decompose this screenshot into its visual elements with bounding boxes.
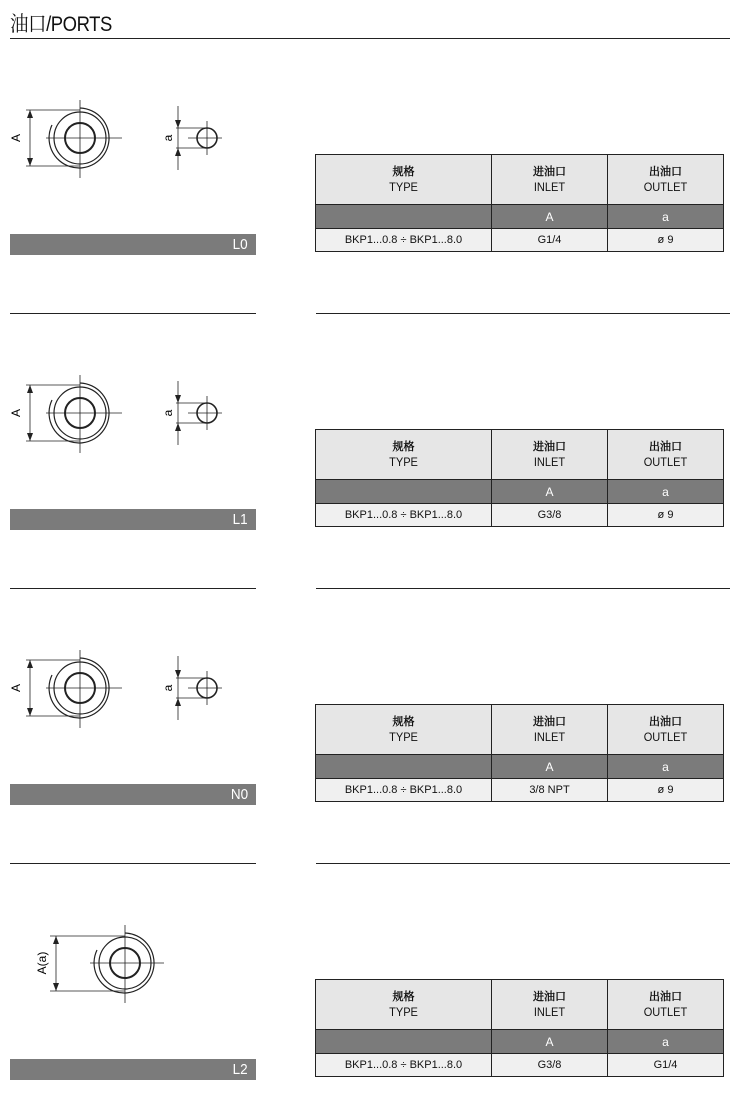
dim-outlet: a [608, 1030, 724, 1054]
table-row [316, 504, 724, 527]
ports-table [315, 704, 724, 802]
cell-type: BKP1...0.8 ÷ BKP1...8.0 [316, 1054, 492, 1077]
dim-inlet: A [492, 205, 608, 229]
dim-label-main: A(a) [35, 951, 49, 975]
port-code-label: L0 [232, 236, 248, 253]
header-type: 规格 TYPE [316, 980, 492, 1030]
header-outlet: 出油口 OUTLET [608, 155, 724, 205]
dim-outlet: a [608, 480, 724, 504]
port-code-bar [10, 784, 256, 805]
table-header-row [316, 430, 724, 480]
header-type: 规格 TYPE [316, 430, 492, 480]
dim-label-small: a [161, 134, 175, 142]
cell-type: BKP1...0.8 ÷ BKP1...8.0 [316, 229, 492, 252]
header-type: 规格 TYPE [316, 705, 492, 755]
header-inlet: 进油口 INLET [492, 705, 608, 755]
dim-inlet: A [492, 480, 608, 504]
dim-outlet: a [608, 755, 724, 779]
port-diagram-l1 [0, 275, 260, 475]
port-drawing-n0 [0, 550, 260, 750]
port-diagram-l0 [0, 0, 260, 200]
ports-table [315, 429, 724, 527]
port-code-label: L2 [232, 1061, 248, 1078]
page-title: 油口/PORTS [10, 13, 112, 36]
cell-inlet: G3/8 [492, 1054, 608, 1077]
header-type: 规格 TYPE [316, 155, 492, 205]
cell-inlet: G1/4 [492, 229, 608, 252]
dim-blank [316, 480, 492, 504]
cell-type: BKP1...0.8 ÷ BKP1...8.0 [316, 779, 492, 802]
table-row [316, 1054, 724, 1077]
table-row [316, 779, 724, 802]
header-inlet: 进油口 INLET [492, 155, 608, 205]
dim-blank [316, 205, 492, 229]
header-inlet: 进油口 INLET [492, 980, 608, 1030]
header-inlet: 进油口 INLET [492, 430, 608, 480]
port-code-bar [10, 509, 256, 530]
dim-outlet: a [608, 205, 724, 229]
dim-label-small: a [161, 684, 175, 692]
cell-type: BKP1...0.8 ÷ BKP1...8.0 [316, 504, 492, 527]
dim-inlet: A [492, 755, 608, 779]
cell-inlet: 3/8 NPT [492, 779, 608, 802]
table-header-row [316, 155, 724, 205]
port-section-l0 [0, 0, 730, 275]
ports-table [315, 979, 724, 1077]
port-code-label: N0 [230, 786, 248, 803]
ports-table [315, 154, 724, 252]
table-header-row [316, 980, 724, 1030]
port-code-bar [10, 234, 256, 255]
port-code-bar [10, 1059, 256, 1080]
dim-label-main: A [9, 133, 23, 143]
dim-label-small: a [161, 409, 175, 417]
cell-outlet: ø 9 [608, 229, 724, 252]
cell-inlet: G3/8 [492, 504, 608, 527]
header-outlet: 出油口 OUTLET [608, 430, 724, 480]
table-header-row [316, 705, 724, 755]
header-outlet: 出油口 OUTLET [608, 980, 724, 1030]
table-dim-row [316, 1030, 724, 1054]
cell-outlet: ø 9 [608, 504, 724, 527]
cell-outlet: G1/4 [608, 1054, 724, 1077]
table-dim-row [316, 480, 724, 504]
cell-outlet: ø 9 [608, 779, 724, 802]
port-section-l1 [0, 275, 730, 550]
header-outlet: 出油口 OUTLET [608, 705, 724, 755]
port-drawing-l0 [0, 0, 260, 200]
dim-blank [316, 755, 492, 779]
dim-label-main: A [9, 683, 23, 693]
port-diagram-n0 [0, 550, 260, 750]
table-dim-row [316, 755, 724, 779]
port-section-n0 [0, 550, 730, 825]
port-drawing-l1 [0, 275, 260, 475]
dim-blank [316, 1030, 492, 1054]
port-drawing-l2 [0, 825, 260, 1025]
port-section-l2 [0, 825, 730, 1100]
table-row [316, 229, 724, 252]
table-dim-row [316, 205, 724, 229]
port-diagram-l2 [0, 825, 260, 1025]
dim-label-main: A [9, 408, 23, 418]
dim-inlet: A [492, 1030, 608, 1054]
port-code-label: L1 [232, 511, 248, 528]
